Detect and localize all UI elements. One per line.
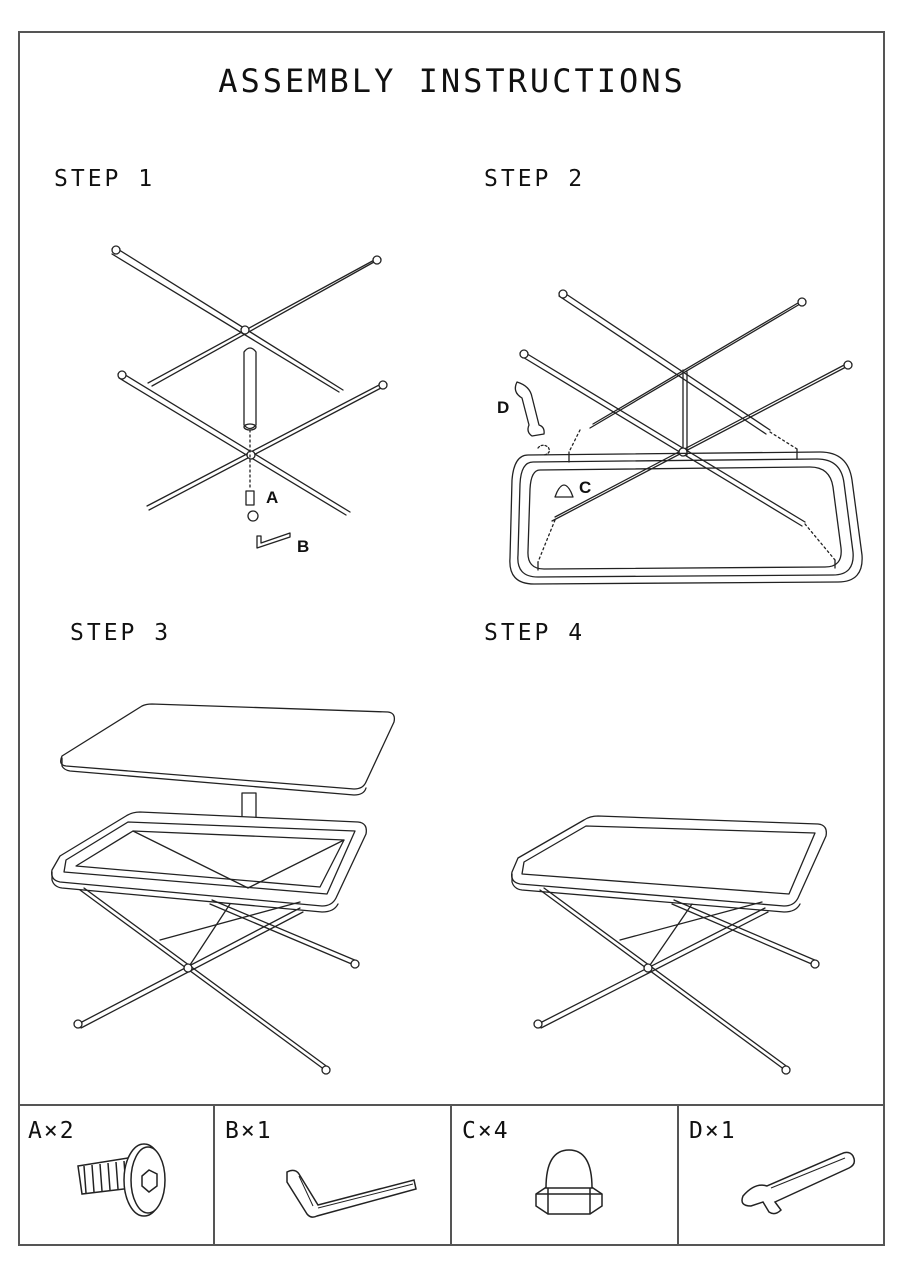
step-1-label: STEP 1 [54,166,156,192]
screw-icon [18,1106,213,1246]
callout-c: C [579,478,592,497]
part-c-label: C×4 [462,1118,510,1144]
part-b [213,1106,450,1246]
part-c [450,1106,677,1246]
step-4-table-illustration [512,816,827,1074]
step-2-frame-illustration [510,290,862,584]
wrench-icon [679,1106,887,1246]
callout-b: B [297,537,310,556]
page-title: ASSEMBLY INSTRUCTIONS [218,62,686,100]
callout-d: D [497,398,510,417]
part-d [677,1106,885,1246]
step-3-table-illustration [52,812,367,1074]
parts-list [18,1104,885,1246]
cap-nut-icon [452,1106,679,1246]
step-1-frame-illustration [112,246,387,548]
callout-a: A [266,488,279,507]
allen-key-icon [215,1106,452,1246]
part-b-label: B×1 [225,1118,273,1144]
part-a-label: A×2 [28,1118,76,1144]
step-2-label: STEP 2 [484,166,586,192]
part-d-label: D×1 [689,1118,737,1144]
part-a [18,1106,213,1246]
step-3-label: STEP 3 [70,620,172,646]
step-4-label: STEP 4 [484,620,586,646]
